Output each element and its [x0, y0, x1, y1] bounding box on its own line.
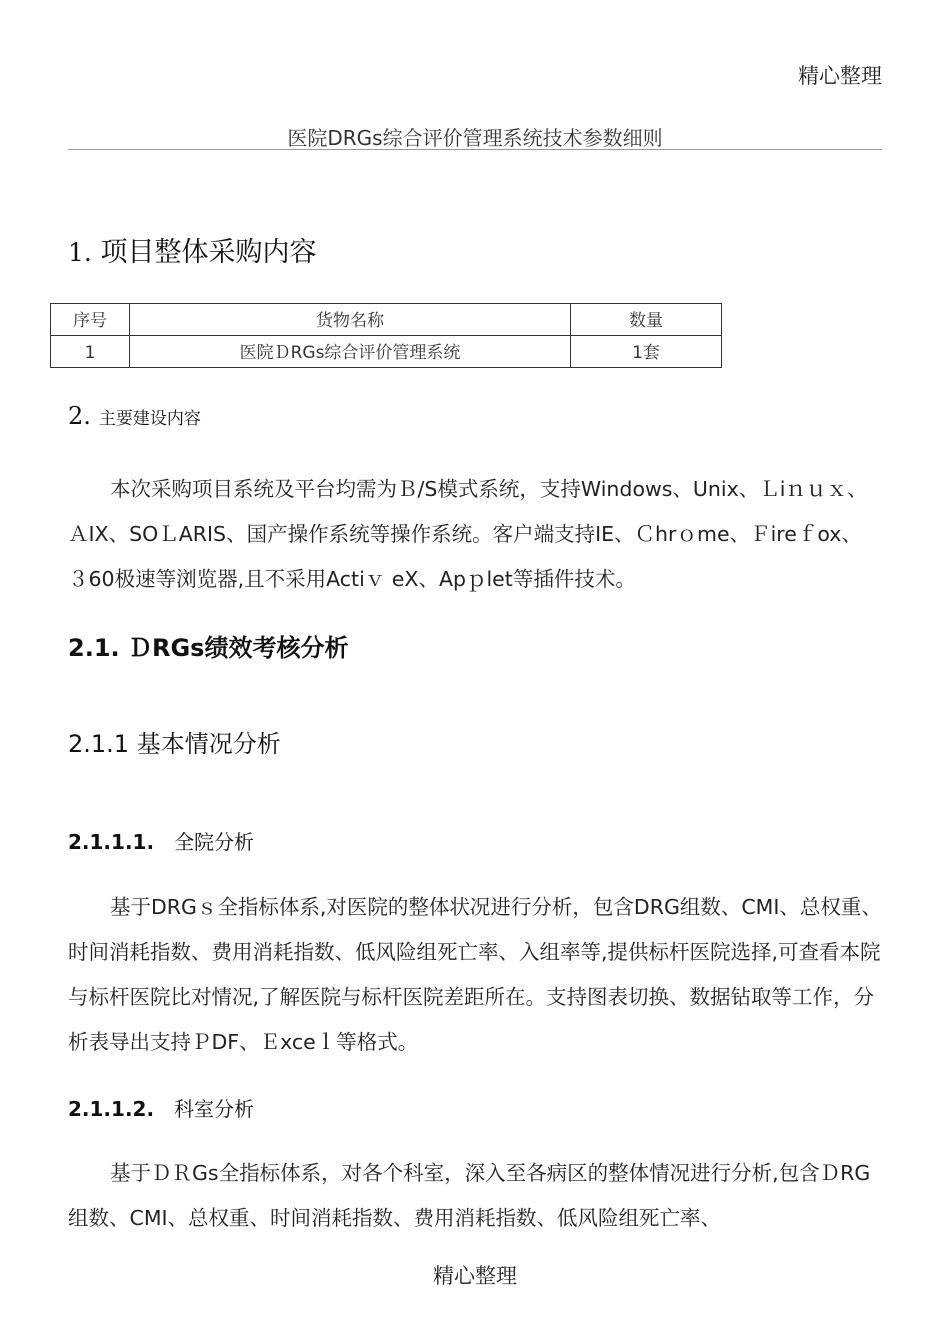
header-corner-text: 精心整理	[798, 64, 882, 88]
section-2-title: 主要建设内容	[98, 409, 201, 429]
section-2-1-1-2-number: 2.1.1.2.	[68, 1097, 155, 1121]
table-header-cell: 货物名称	[130, 304, 571, 336]
section-2-1-1-1-number: 2.1.1.1.	[68, 830, 155, 854]
section-2-1-1-1-paragraph	[68, 885, 882, 1065]
table-header-row	[51, 304, 722, 336]
section-2-heading	[68, 402, 201, 430]
goods-table	[50, 303, 722, 368]
paragraph-text: 基于DRGｓ全指标体系,对医院的整体状况进行分析，包含DRG组数、CMI、总权重、时间消耗指数、费用消耗指数、低风险组死亡率、入组率等,提供标杆医院选择,可查看本院与标杆医院比对情况,了解医院与标杆医院差距所在。支持图表切换、数据钻取等工作，分析表导出支持ＰDF、Ｅxceｌ等格式。	[68, 895, 882, 1054]
document-title: 医院DRGs综合评价管理系统技术参数细则	[287, 126, 663, 150]
table-row	[51, 336, 722, 368]
section-2-1-1-1-title: 全院分析	[174, 830, 255, 854]
paragraph-text: 基于ＤＲGs全指标体系，对各个科室，深入至各病区的整体情况进行分析,包含ＤRG组数、CMI、总权重、时间消耗指数、费用消耗指数、低风险组死亡率、	[68, 1161, 871, 1230]
section-2-1-1-heading: 2.1.1 基本情况分析	[68, 730, 281, 758]
section-1-number: 1.	[68, 238, 92, 267]
table-header-cell: 序号	[51, 304, 130, 336]
table-cell: 1	[51, 336, 130, 368]
section-1-title: 项目整体采购内容	[100, 237, 317, 268]
section-2-1-1-2-heading	[68, 1093, 254, 1122]
paragraph-text: 本次采购项目系统及平台均需为Ｂ/S模式系统，支持Windows、Unix、Ｌiｎｕｘ、ＡIX、SOＬARIS、国产操作系统等操作系统。客户端支持IE、Ｃhrｏme、Ｆireｆox、３60极速等浏览器,且不采用Actiｖ eX、Apｐlet等插件技术。	[68, 477, 868, 591]
table-header-cell: 数量	[571, 304, 722, 336]
table-cell: 医院ＤRGs综合评价管理系统	[130, 336, 571, 368]
section-2-1-heading: 2.1. ＤRGs绩效考核分析	[68, 634, 349, 662]
footer-text: 精心整理	[433, 1264, 517, 1288]
section-2-paragraph	[68, 467, 882, 602]
header-divider	[68, 149, 882, 150]
section-2-1-1-2-title: 科室分析	[174, 1097, 255, 1121]
section-2-number: 2.	[68, 402, 91, 430]
section-2-1-1-1-heading	[68, 826, 254, 855]
table-cell: 1套	[571, 336, 722, 368]
section-2-1-1-2-paragraph	[68, 1151, 882, 1241]
section-1-heading	[68, 230, 316, 269]
